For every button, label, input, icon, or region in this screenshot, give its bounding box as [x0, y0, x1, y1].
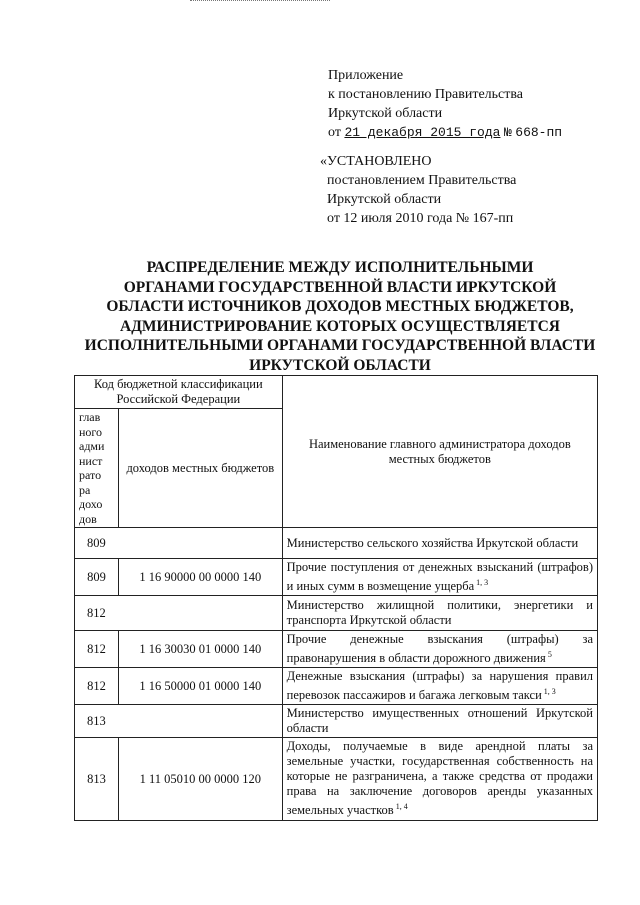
- row-name: [282, 528, 597, 559]
- row-name-text: Министерство имущественных отношений Иркутской области: [286, 706, 593, 736]
- row-name: [282, 738, 597, 820]
- appendix-line-2: к постановлению Правительства: [328, 87, 524, 102]
- row-income-code: 1 16 90000 00 0000 140: [118, 559, 282, 596]
- row-income-code: 1 16 50000 01 0000 140: [118, 668, 282, 705]
- title-line-1: РАСПРЕДЕЛЕНИЕ МЕЖДУ ИСПОЛНИТЕЛЬНЫМИ: [146, 259, 534, 276]
- document-title: [60, 258, 620, 375]
- row-admin-code: 813: [75, 705, 283, 738]
- approved-line-3: Иркутской области: [327, 192, 442, 207]
- row-admin-code: 809: [75, 559, 119, 596]
- row-footnote-ref: 1, 3: [543, 687, 556, 697]
- header-admin-name: Наименование главного администратора доходов местных бюджетов: [282, 376, 597, 528]
- row-admin-code: 812: [75, 596, 283, 631]
- table-header-row: [75, 376, 598, 409]
- approved-line-4: от 12 июля 2010 года № 167-пп: [327, 211, 514, 226]
- table-row: [75, 631, 598, 668]
- title-line-6: ИРКУТСКОЙ ОБЛАСТИ: [249, 356, 431, 374]
- table-row: [75, 705, 598, 738]
- table-row: [75, 668, 598, 705]
- row-admin-code: 812: [75, 631, 119, 668]
- appendix-date-value: 21 декабря 2015 года: [344, 125, 501, 140]
- table-row: [75, 738, 598, 820]
- title-line-3: ОБЛАСТИ ИСТОЧНИКОВ ДОХОДОВ МЕСТНЫХ БЮДЖЕТОВ,: [106, 298, 574, 315]
- row-admin-code: 813: [75, 738, 119, 820]
- row-name-text: Министерство жилищной политики, энергетики и транспорта Иркутской области: [286, 598, 593, 628]
- appendix-number-value: 668-пп: [515, 125, 563, 140]
- table-row: [75, 559, 598, 596]
- header-code-group: Код бюджетной классификации Российской Федерации: [75, 376, 283, 409]
- approved-line-2: постановлением Правительства: [327, 173, 517, 188]
- row-admin-code: 809: [75, 528, 283, 559]
- row-name: [282, 596, 597, 631]
- row-income-code: 1 16 30030 01 0000 140: [118, 631, 282, 668]
- title-line-5: ИСПОЛНИТЕЛЬНЫМИ ОРГАНАМИ ГОСУДАРСТВЕННОЙ ВЛАСТИ: [84, 337, 596, 354]
- row-footnote-ref: 1, 3: [476, 578, 489, 587]
- row-name-text: Министерство сельского хозяйства Иркутской области: [286, 535, 579, 550]
- approved-block: [320, 152, 516, 228]
- table-row: [75, 596, 598, 631]
- row-name-text: Доходы, получаемые в виде арендной платы за земельные участки, государственная собственность на которые не разграничена, а также средства от продажи права на заключение договоров аренды указанных земельных участков: [286, 739, 593, 818]
- row-name: [282, 559, 597, 596]
- header-admin-code: глав ного адми нист рато ра дохо дов: [75, 409, 119, 528]
- appendix-date-line: [328, 123, 562, 142]
- row-admin-code: 812: [75, 668, 119, 705]
- appendix-line-1: Приложение: [328, 68, 404, 83]
- appendix-date-prefix: от: [328, 125, 341, 140]
- row-name: [282, 705, 597, 738]
- appendix-block: [328, 66, 562, 142]
- appendix-line-3: Иркутской области: [328, 106, 443, 121]
- row-name-text: Прочие денежные взыскания (штрафы) за правонарушения в области дорожного движения: [286, 632, 593, 666]
- budget-table: [74, 375, 598, 821]
- top-edge-mark: [190, 0, 330, 3]
- appendix-number-sign: №: [503, 125, 512, 140]
- row-name: [282, 631, 597, 668]
- header-income-code: доходов местных бюджетов: [118, 409, 282, 528]
- approved-line-1: «УСТАНОВЛЕНО: [320, 154, 432, 169]
- row-income-code: 1 11 05010 00 0000 120: [118, 738, 282, 820]
- title-line-2: ОРГАНАМИ ГОСУДАРСТВЕННОЙ ВЛАСТИ ИРКУТСКОЙ: [123, 278, 557, 296]
- row-name: [282, 668, 597, 705]
- row-footnote-ref: 5: [547, 650, 552, 660]
- table-row: [75, 528, 598, 559]
- row-name-text: Прочие поступления от денежных взысканий (штрафов) и иных сумм в возмещение ущерба: [286, 560, 593, 594]
- row-footnote-ref: 1, 4: [395, 802, 408, 812]
- row-name-text: Денежные взыскания (штрафы) за нарушения правил перевозок пассажиров и багажа легковым такси: [286, 669, 593, 703]
- title-line-4: АДМИНИСТРИРОВАНИЕ КОТОРЫХ ОСУЩЕСТВЛЯЕТСЯ: [120, 317, 560, 335]
